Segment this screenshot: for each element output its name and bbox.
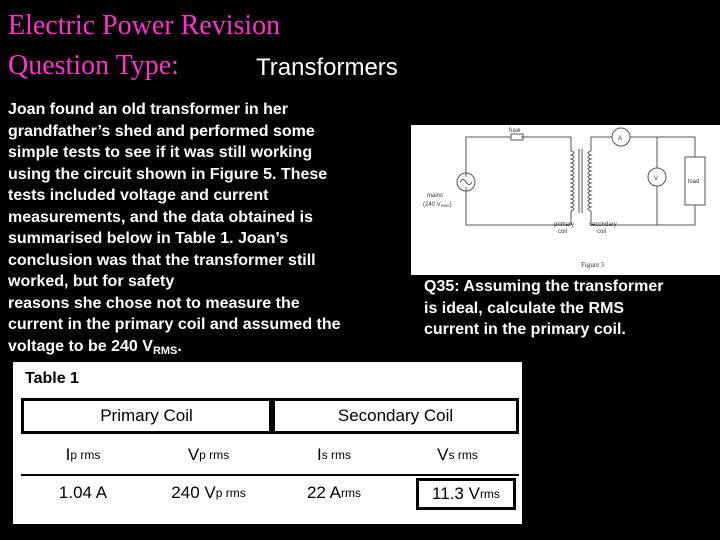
- header-secondary-coil: Secondary Coil: [272, 398, 519, 434]
- wire-primary-top: [466, 137, 511, 177]
- passage-line: Joan found an old transformer in her: [8, 101, 289, 118]
- circuit-figure: [411, 125, 720, 275]
- passage-last-line: [8, 336, 388, 363]
- value-primary-voltage: [145, 476, 272, 510]
- value-main: 11.3 V: [432, 484, 480, 503]
- passage-line: current in the primary coil and assumed the: [8, 316, 341, 333]
- question-line: current in the primary coil.: [424, 321, 626, 338]
- column-label-primary-current: [21, 436, 145, 474]
- column-label-secondary-voltage: [396, 436, 519, 474]
- column-label-secondary-current: [272, 436, 396, 474]
- column-label-sub: p rms: [70, 448, 101, 462]
- primary-coil-label: primary: [554, 222, 575, 228]
- mains-voltage-end: ): [449, 202, 452, 208]
- mains-label: mains: [427, 193, 444, 199]
- data-table-panel: [13, 362, 522, 524]
- passage-line: summarised below in Table 1. Joan’s: [8, 230, 289, 247]
- question-passage: [8, 99, 388, 362]
- passage-line: reasons she chose not to measure the: [8, 294, 300, 312]
- ammeter-label: A: [618, 136, 623, 142]
- wire-secondary-top: [591, 137, 612, 151]
- passage-line: grandfather’s shed and performed some: [8, 122, 315, 140]
- value-sub: rms: [341, 486, 362, 500]
- question-text: [424, 276, 714, 341]
- value-sub: p rms: [215, 486, 246, 500]
- value-primary-current: [21, 476, 145, 510]
- passage-last-sub: RMS: [152, 344, 178, 357]
- primary-coil-label-2: coil: [558, 229, 568, 235]
- column-label-primary-voltage: [145, 436, 272, 474]
- primary-coil-symbol: [571, 151, 574, 211]
- table-title: Table 1: [25, 370, 79, 387]
- value-secondary-current: [272, 476, 396, 510]
- mains-voltage-sub: RMS: [440, 203, 450, 208]
- page-title-line2: Question Type:: [8, 50, 179, 81]
- topic-label: Transformers: [256, 54, 398, 81]
- header-primary-coil: Primary Coil: [21, 398, 272, 434]
- fuse-label: fuse: [509, 128, 521, 134]
- column-label-sub: p rms: [199, 448, 230, 462]
- page-title-line1: Electric Power Revision: [8, 10, 281, 41]
- column-label-main: I: [65, 445, 71, 464]
- passage-last-text: voltage to be 240 V: [8, 337, 153, 355]
- secondary-coil-label-2: coil: [597, 229, 607, 235]
- measurement-table: [21, 398, 519, 520]
- voltmeter-label: V: [654, 176, 659, 182]
- value-main: 240 V: [171, 483, 216, 502]
- value-sub: rms: [479, 487, 500, 501]
- figure-caption: Figure 5: [581, 261, 605, 269]
- passage-line: conclusion was that the transformer still: [8, 251, 316, 269]
- load-label: load: [688, 179, 700, 185]
- column-label-main: I: [316, 445, 322, 464]
- mains-voltage-label: [423, 202, 452, 208]
- secondary-coil-symbol: [588, 151, 591, 211]
- passage-line: using the circuit shown in Figure 5. These: [8, 165, 328, 183]
- column-label-sub: s rms: [321, 448, 352, 462]
- question-line: Q35: Assuming the transformer: [424, 278, 664, 295]
- column-label-main: V: [187, 445, 200, 464]
- passage-line: simple tests to see if it was still working: [8, 144, 313, 161]
- mains-voltage-text: (240 V: [423, 202, 441, 208]
- passage-line: tests included voltage and current: [8, 187, 269, 204]
- passage-last-end: .: [177, 337, 182, 355]
- value-main: 1.04 A: [58, 483, 108, 502]
- passage-line: measurements, and the data obtained is: [8, 208, 313, 226]
- value-secondary-voltage: [416, 478, 516, 510]
- column-label-sub: s rms: [448, 448, 478, 462]
- wire-primary-bottom: [466, 187, 571, 225]
- question-line: is ideal, calculate the RMS: [424, 299, 625, 317]
- passage-line: worked, but for safety: [8, 273, 175, 290]
- circuit-diagram: [411, 125, 720, 275]
- value-main: 22 A: [306, 483, 342, 502]
- secondary-coil-label: secondary: [589, 222, 617, 228]
- column-label-main: V: [437, 445, 449, 464]
